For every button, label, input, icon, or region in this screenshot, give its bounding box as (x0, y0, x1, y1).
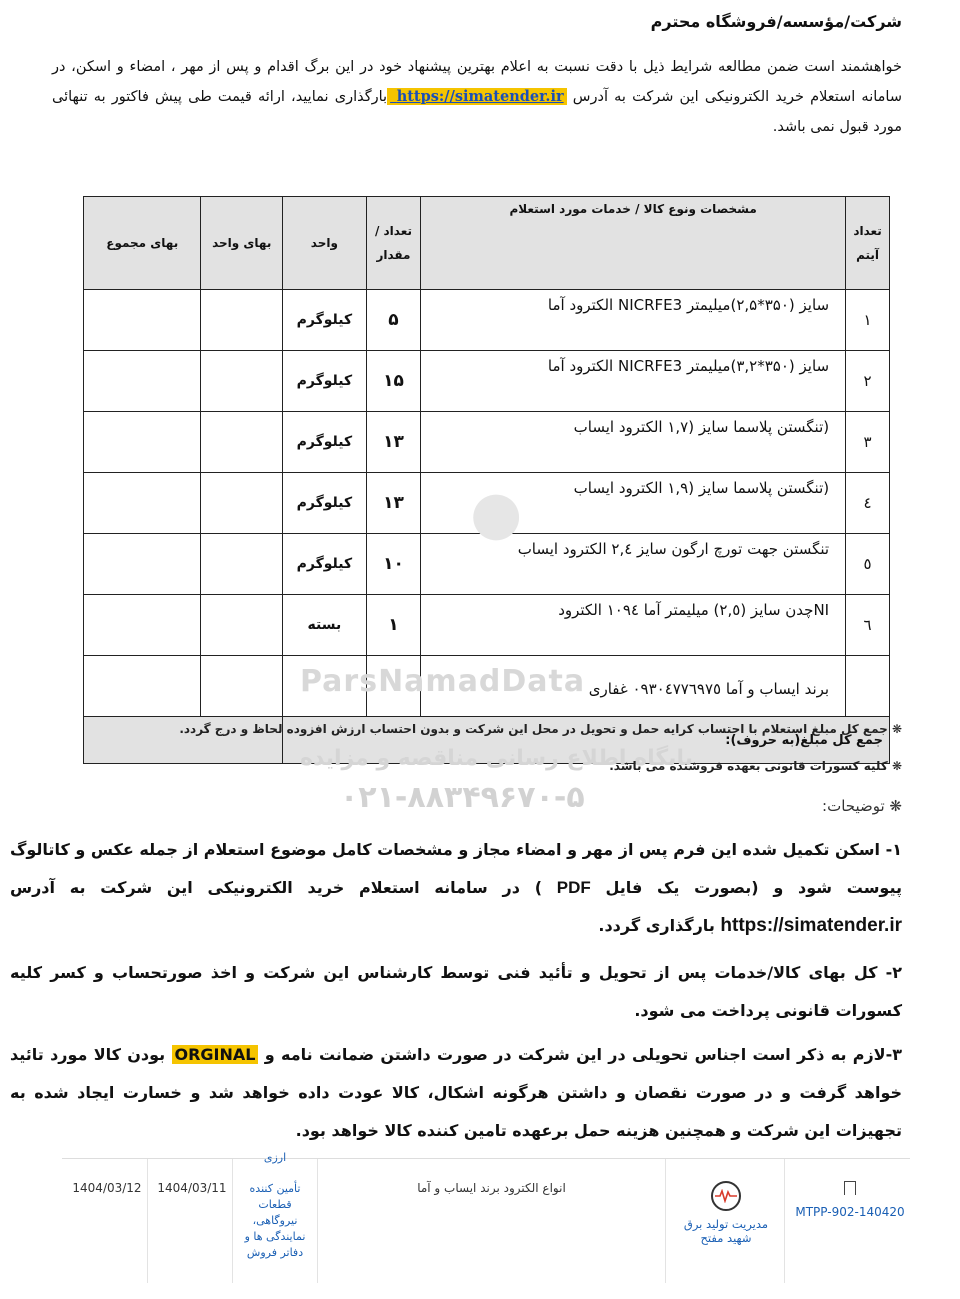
table-row (84, 534, 890, 595)
row-description: NIچدن سایز (۲,٥) میلیمتر آما ۱۰۹٤ الکترود (421, 595, 846, 656)
simatender-link-2[interactable]: https://simatender.ir (720, 915, 902, 936)
category-top: ارزی (263, 1151, 287, 1164)
row-unit-price-cell[interactable] (201, 534, 283, 595)
row-description: تنگستن جهت تورچ ارگون سایز ۲,٤ الکترود ایساب (421, 534, 846, 595)
inquiry-table (83, 196, 890, 764)
row-index: ٤ (846, 473, 890, 534)
tender-listing-row[interactable] (62, 1151, 910, 1283)
row-unit-price-cell[interactable] (201, 656, 283, 717)
explanation-2: ۲- کل بهای کالا/خدمات پس از تحویل و تأئید فنی توسط کارشناس این شرکت و اخذ صورتحساب و کسر کلیه کسورات قانونی پرداخت می شود. (10, 963, 902, 1020)
row-index (846, 656, 890, 717)
row-quantity: ۱۵ (366, 351, 420, 412)
watermark-line: پایگاه اطلاع رسانی مناقصه و مزایده (300, 746, 693, 771)
watermark-seal: ● (470, 478, 523, 548)
tender-code[interactable]: MTPP-902-140420 (790, 1181, 910, 1219)
row-index: ۳ (846, 412, 890, 473)
watermark-brand: ParsNamadData (300, 664, 586, 699)
row-unit-price-cell[interactable] (201, 473, 283, 534)
col-header-total-price: بهای مجموع (84, 197, 201, 290)
table-row (84, 595, 890, 656)
sum-label: جمع کل مبلغ(به حروف): (282, 717, 889, 764)
row-unit (282, 656, 366, 717)
row-unit: کیلوگرم (282, 534, 366, 595)
row-total-price-cell[interactable] (84, 534, 201, 595)
table-row (84, 473, 890, 534)
intro-text-end: بارگذاری نمایید، ارائه قیمت طی پیش فاکتور به تنهائی مورد قبول نمی باشد. (52, 89, 902, 135)
col-header-idx: تعداد آیتم (846, 197, 890, 290)
row-description: سایز (۳۵۰*۲,۵)میلیمتر NICRFE3 الکترود آما (421, 290, 846, 351)
row-total-price-cell[interactable] (84, 290, 201, 351)
row-description: سایز (۳۵۰*۳,۲)میلیمتر NICRFE3 الکترود آما (421, 351, 846, 412)
date-deadline: 1404/03/12 (72, 1181, 142, 1195)
row-unit: کیلوگرم (282, 412, 366, 473)
row-unit-price-cell[interactable] (201, 595, 283, 656)
row-description: برند ایساب و آما ۰۹۳۰٤۷۷٦۹۷٥ غفاری (421, 656, 846, 717)
row-index: ۲ (846, 351, 890, 412)
pulse-icon (711, 1181, 741, 1211)
bullet-icon: ❋ (887, 722, 902, 736)
note-2 (42, 759, 902, 773)
row-quantity: ۱ (366, 595, 420, 656)
explanation-3: ۳-لازم به ذکر است اجناس تحویلی در این شرکت در صورت داشتن ضمانت نامه و ORGINAL بودن کالا مورد تائید خواهد گرفت و در صورت نقصان و داشتن هرگونه اشکال، کالا عودت داده خواهد شد و خسارت ایجاد شده به تجهیزات این شرکت و همچنین هزینه حمل برعهده تامین کننده کالا خواهد بود. (10, 1045, 903, 1140)
explanation-1: ۱- اسکن تکمیل شده این فرم پس از مهر و امضاء مجاز و مشخصات کامل موضوع استعلام از جمله عکس و کاتالوگ پیوست شود و (بصورت یک فایل PDF ) در سامانه استعلام خرید الکترونیکی این شرکت به آدرس https://simatender.ir بارگذاری گردد. (10, 840, 902, 936)
category-link[interactable]: تأمین کننده قطعات نیروگاهی، نمایندگی ها و دفاتر فروش (244, 1182, 306, 1259)
row-total-price-cell[interactable] (84, 656, 201, 717)
table-row (84, 656, 890, 717)
bullet-icon: ❋ (884, 797, 902, 815)
row-unit-price-cell[interactable] (201, 412, 283, 473)
col-header-unit-price: بهای واحد (201, 197, 283, 290)
row-unit-price-cell[interactable] (201, 351, 283, 412)
row-quantity: ۱۳ (366, 412, 420, 473)
intro-paragraph (52, 52, 902, 142)
row-description: (تنگستن پلاسما سایز (۱,۹ الکترود ایساب (421, 473, 846, 534)
row-quantity (366, 656, 420, 717)
row-quantity: ۱۳ (366, 473, 420, 534)
row-total-price-cell[interactable] (84, 412, 201, 473)
intro-text: خواهشمند است ضمن مطالعه شرایط ذیل با دقت نسبت به اعلام بهترین پیشنهاد خود در این برگ اقدام و پس از مهر ، امضاء و اسکن، در سامانه استعلام خرید الکترونیکی این شرکت به آدرس (52, 59, 902, 105)
row-description: (تنگستن پلاسما سایز (۱,۷ الکترود ایساب (421, 412, 846, 473)
col-header-desc: مشخصات ونوع کالا / خدمات مورد استعلام (421, 197, 846, 290)
row-unit: کیلوگرم (282, 473, 366, 534)
col-header-qty: تعداد / مقدار (366, 197, 420, 290)
bullet-icon: ❋ (887, 759, 902, 773)
row-total-price-cell[interactable] (84, 351, 201, 412)
table-row (84, 412, 890, 473)
date-published: 1404/03/11 (157, 1181, 227, 1195)
tender-subject[interactable]: انواع الکترود برند ایساب و آما (417, 1181, 566, 1195)
note-1 (42, 722, 902, 736)
row-index: ٥ (846, 534, 890, 595)
table-row (84, 290, 890, 351)
simatender-link[interactable]: https://simatender.ir (387, 88, 567, 105)
page-title: شرکت/مؤسسه/فروشگاه محترم (650, 12, 902, 31)
orginal-highlight: ORGINAL (172, 1045, 259, 1064)
row-unit: کیلوگرم (282, 351, 366, 412)
row-total-price-cell[interactable] (84, 473, 201, 534)
explanations-heading: ❋ توضیحات: (822, 797, 902, 815)
row-unit: کیلوگرم (282, 290, 366, 351)
row-unit: بسته (282, 595, 366, 656)
pdf-label: PDF (556, 878, 591, 897)
row-index: ٦ (846, 595, 890, 656)
bookmark-icon[interactable] (844, 1181, 856, 1195)
row-index: ۱ (846, 290, 890, 351)
row-quantity: ۵ (366, 290, 420, 351)
table-row (84, 351, 890, 412)
col-header-unit: واحد (282, 197, 366, 290)
table-header-row (84, 197, 890, 290)
watermark-phone: ۰۲۱-۸۸۳۴۹۶۷۰-۵ (340, 780, 585, 815)
organization[interactable]: مدیریت تولید برق شهید مفتح (672, 1181, 780, 1245)
row-total-price-cell[interactable] (84, 595, 201, 656)
note-text: کلیه کسورات قانونی بعهده فروشنده می باشد. (609, 759, 888, 773)
row-unit-price-cell[interactable] (201, 290, 283, 351)
note-text: جمع کل مبلغ استعلام با احتساب کرایه حمل و تحویل در محل این شرکت و بدون احتساب ارزش افزوده لحاظ و درج گردد. (179, 722, 888, 736)
row-quantity: ۱۰ (366, 534, 420, 595)
